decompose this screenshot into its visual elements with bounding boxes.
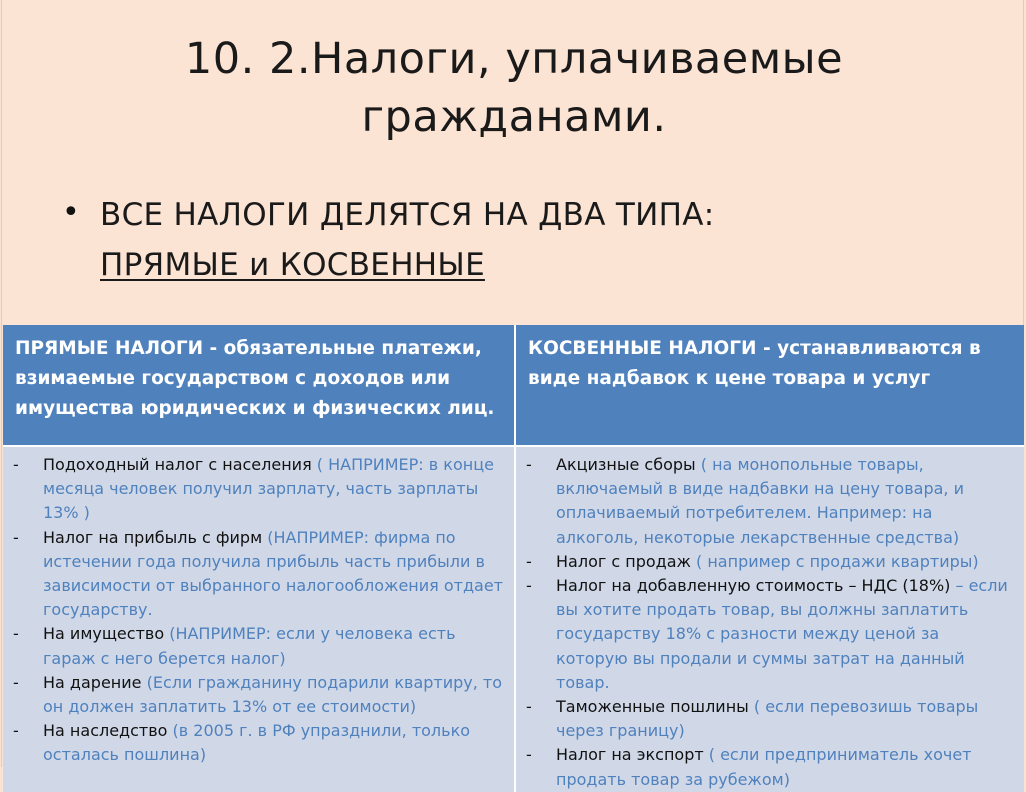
list-item [13,671,504,719]
list-item [526,550,1014,574]
tax-example: (НАПРИМЕР: если у человека есть гараж с него берется налог) [43,624,456,668]
header-direct-taxes: ПРЯМЫЕ НАЛОГИ - обязательные платежи, взимаемые государством с доходов или имущества юридических и физических лиц. [3,325,515,446]
tax-example: – если вы хотите продать товар, вы должны заплатить государству 18% с разности между ценой за которую вы продали и суммы затрат на данный товар. [556,576,1008,692]
slide [1,0,1024,789]
list-dash: - [526,576,532,596]
list-dash: - [13,527,19,547]
list-item [526,743,1014,791]
title-line-1: 10. 2.Налоги, уплачиваемые [184,34,844,84]
tax-example: ( на монопольные товары, включаемый в виде надбавки на цену товара, и оплачиваемый потребителем. Например: на алкоголь, некоторые лекарственные средства) [556,455,964,547]
tax-example: (Если гражданину подарили квартиру, то он должен заплатить 13% от ее стоимости) [43,672,503,717]
tax-name: На наследство [43,721,168,741]
tax-name: На имущество [43,624,165,644]
tax-example: (НАПРИМЕР: фирма по истечении года получила прибыль часть прибыли в зависимости от выбранного налогообложения отдает государству. [43,527,503,620]
list-dash: - [526,697,532,717]
list-item [526,453,1014,550]
title-line-2: гражданами. [361,92,667,142]
list-item [13,453,504,526]
list-dash: - [526,745,532,765]
tax-name: Налог на экспорт [556,745,704,765]
list-dash: - [13,721,19,741]
direct-taxes-cell [3,446,515,792]
list-dash: - [13,624,19,644]
indirect-taxes-list [526,453,1014,792]
tax-example: ( НАПРИМЕР: в конце месяца человек получил зарплату, часть зарплаты 13% ) [43,455,494,523]
bullet-dot-icon: • [62,195,80,230]
indirect-taxes-cell [515,446,1024,792]
tax-example: ( если предприниматель хочет продать товар за рубежом) [556,745,972,789]
list-item [13,622,504,670]
list-item [13,526,504,623]
tax-name: Таможенные пошлины [556,697,749,717]
tax-types-table [3,325,1024,792]
bullet-text [100,190,714,290]
list-dash: - [13,672,19,692]
list-dash: - [526,455,532,474]
tax-name: На дарение [43,672,142,692]
tax-name: Налог на прибыль с фирм [43,527,263,547]
main-bullet [62,190,714,290]
list-item [526,574,1014,695]
tax-example: (в 2005 г. в РФ упразднили, только осталась пошлина) [43,721,471,765]
list-item [13,719,504,767]
tax-name: Акцизные сборы [556,455,696,474]
direct-taxes-list [13,453,504,768]
list-dash: - [13,455,19,474]
tax-example: ( если перевозишь товары через границу) [556,697,979,741]
tax-name: Налог с продаж [556,551,691,571]
list-dash: - [526,551,532,571]
slide-title [2,30,1026,146]
tax-name: Налог на добавленную стоимость – НДС (18%) [556,576,951,596]
header-indirect-taxes: КОСВЕННЫЕ НАЛОГИ - устанавливаются в виде надбавок к цене товара и услуг [515,325,1024,446]
list-item [526,695,1014,743]
tax-example: ( например с продажи квартиры) [690,551,979,571]
bullet-line-1: ВСЕ НАЛОГИ ДЕЛЯТСЯ НА ДВА ТИПА: [100,197,715,233]
bullet-line-2: ПРЯМЫЕ и КОСВЕННЫЕ [100,247,485,283]
tax-name: Подоходный налог с населения [43,455,312,474]
